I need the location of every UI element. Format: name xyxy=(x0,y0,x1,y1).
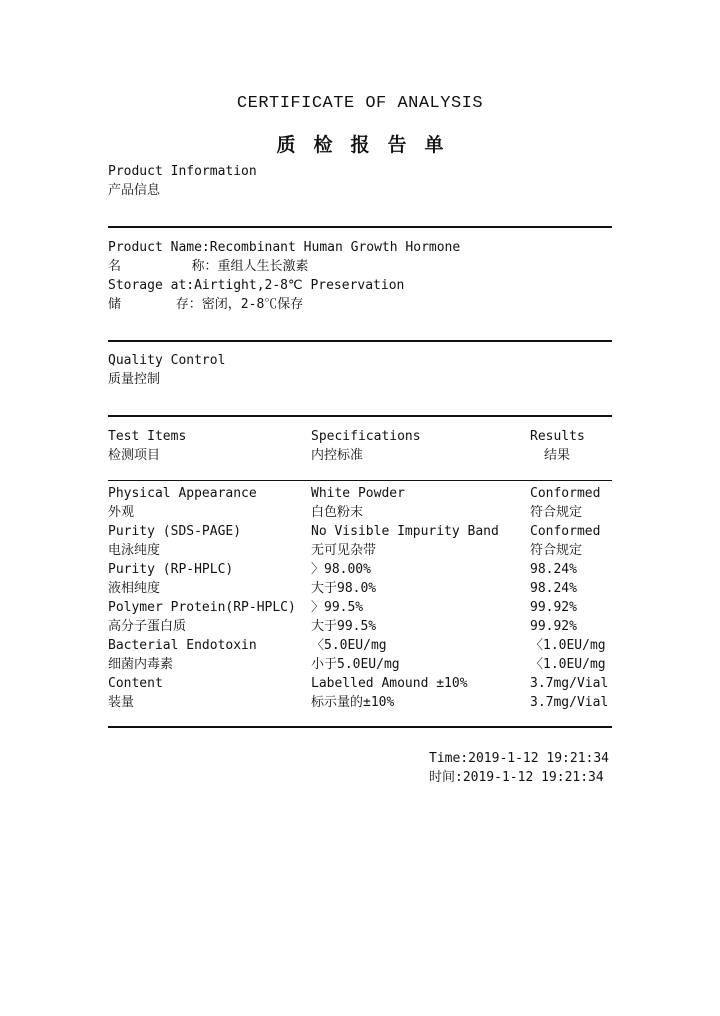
specification: 〈5.0EU/mg xyxy=(311,638,387,653)
result: 符合规定 xyxy=(530,505,583,520)
table-row xyxy=(108,636,612,655)
table-row xyxy=(108,484,612,503)
specification: No Visible Impurity Band xyxy=(311,524,499,539)
timestamp-en: Time:2019-1-12 19:21:34 xyxy=(429,751,610,766)
title-english: CERTIFICATE OF ANALYSIS xyxy=(236,94,484,113)
specification: Labelled Amound ±10% xyxy=(311,676,468,691)
specification: 标示量的±10% xyxy=(311,695,395,710)
table-row xyxy=(108,617,612,636)
table-header-zh xyxy=(108,446,612,465)
result: 符合规定 xyxy=(530,543,583,558)
table-row xyxy=(108,522,612,541)
header-specifications-zh: 内控标准 xyxy=(311,448,364,463)
test-item: 电泳纯度 xyxy=(108,543,161,558)
result: 3.7mg/Vial xyxy=(530,676,609,691)
result: 98.24% xyxy=(530,581,577,596)
result: 〈1.0EU/mg xyxy=(530,657,606,672)
divider xyxy=(108,415,612,417)
specification: White Powder xyxy=(311,486,405,501)
test-item: Content xyxy=(108,676,163,691)
test-item: Bacterial Endotoxin xyxy=(108,638,257,653)
product-info-heading-en: Product Information xyxy=(108,164,257,179)
table-row xyxy=(108,560,612,579)
table-row xyxy=(108,541,612,560)
table-row xyxy=(108,693,612,712)
quality-control-heading-en: Quality Control xyxy=(108,353,226,368)
result: 99.92% xyxy=(530,600,577,615)
divider xyxy=(108,340,612,342)
table-row xyxy=(108,579,612,598)
result: 〈1.0EU/mg xyxy=(530,638,606,653)
table-row xyxy=(108,598,612,617)
test-item: 高分子蛋白质 xyxy=(108,619,187,634)
header-test-items: Test Items xyxy=(108,429,187,444)
test-item: 装量 xyxy=(108,695,135,710)
header-results: Results xyxy=(530,429,585,444)
specification: 大于99.5% xyxy=(311,619,377,634)
result: Conformed xyxy=(530,524,601,539)
test-item: Physical Appearance xyxy=(108,486,257,501)
table-header-divider xyxy=(108,480,612,481)
title-chinese: 质检报告单 xyxy=(276,134,462,156)
specification: 大于98.0% xyxy=(311,581,377,596)
divider xyxy=(108,226,612,228)
result: 3.7mg/Vial xyxy=(530,695,609,710)
specification: 白色粉末 xyxy=(311,505,364,520)
test-item: 外观 xyxy=(108,505,135,520)
specification: 无可见杂带 xyxy=(311,543,377,558)
table-row xyxy=(108,503,612,522)
product-name-zh: 名 称：重组人生长激素 xyxy=(108,259,309,274)
table-row xyxy=(108,655,612,674)
header-specifications: Specifications xyxy=(311,429,421,444)
result: Conformed xyxy=(530,486,601,501)
test-item: 液相纯度 xyxy=(108,581,161,596)
specification: 小于5.0EU/mg xyxy=(311,657,400,672)
specification: 〉99.5% xyxy=(311,600,364,615)
divider xyxy=(108,726,612,728)
product-name-en: Product Name:Recombinant Human Growth Hormone xyxy=(108,240,461,255)
test-item: 细菌内毒素 xyxy=(108,657,174,672)
test-item: Purity (SDS-PAGE) xyxy=(108,524,242,539)
header-test-items-zh: 检测项目 xyxy=(108,448,161,463)
table-header-en xyxy=(108,427,612,446)
storage-en: Storage at:Airtight,2-8℃ Preservation xyxy=(108,278,405,293)
specification: 〉98.00% xyxy=(311,562,371,577)
quality-control-heading-zh: 质量控制 xyxy=(108,372,161,387)
test-item: Purity (RP-HPLC) xyxy=(108,562,234,577)
storage-zh: 储 存：密闭，2-8℃保存 xyxy=(108,297,304,312)
result: 99.92% xyxy=(530,619,577,634)
result: 98.24% xyxy=(530,562,577,577)
table-row xyxy=(108,674,612,693)
timestamp-zh: 时间:2019-1-12 19:21:34 xyxy=(429,770,604,785)
test-item: Polymer Protein(RP-HPLC) xyxy=(108,600,296,615)
header-results-zh: 结果 xyxy=(544,448,571,463)
product-info-heading-zh: 产品信息 xyxy=(108,183,161,198)
